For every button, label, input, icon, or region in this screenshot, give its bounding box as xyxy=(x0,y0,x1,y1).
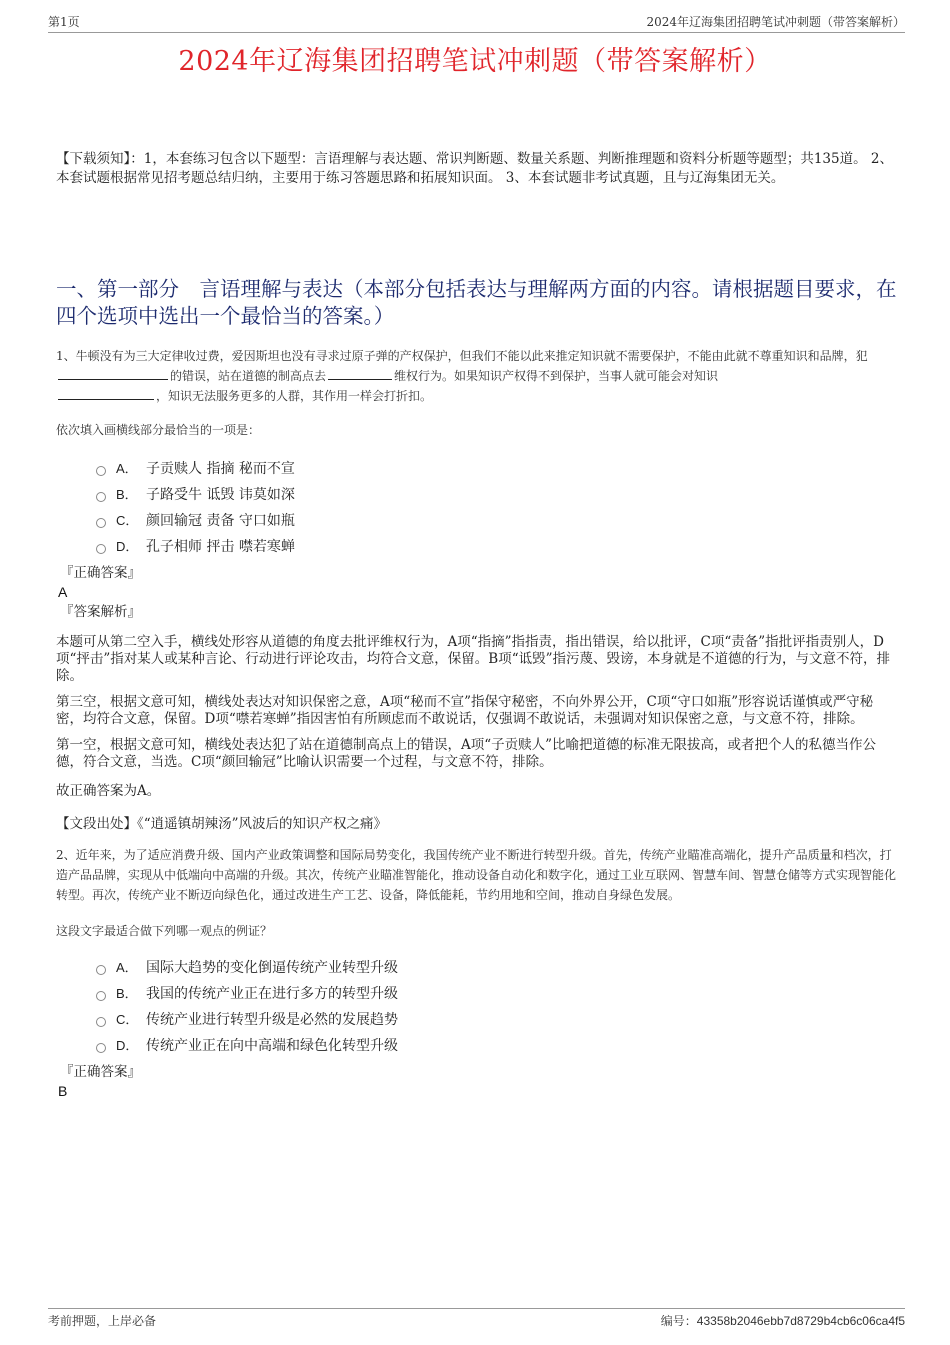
radio-button-icon[interactable] xyxy=(96,492,106,502)
question-1-stem: 1、牛顿没有为三大定律收过费，爱因斯坦也没有寻求过原子弹的产权保护，但我们不能以此来推定知识就不需要保护，不能由此就不尊重知识和品牌，犯的错误，站在道德的制高点去 维权行为。如果知识产权得不到保护，当事人就可能会对知识 ，知识无法服务更多的人群，其作用一样会打折扣。 xyxy=(56,349,868,403)
analysis-paragraph: 第三空，根据文意可知，横线处表达对知识保密之意，A项“秘而不宣”指保守秘密，不向外界公开，C项“守口如瓶”形容说话谨慎或严守秘密，均符合文意，保留。D项“噤若寒蝉”指因害怕有所顾虑而不敢说话，仅强调不敢说话，未强调对知识保密之意，与文意不符，排除。 xyxy=(56,694,874,727)
radio-button-icon[interactable] xyxy=(96,544,106,554)
option-b[interactable]: B． 我国的传统产业正在进行多方的转型升级 xyxy=(96,981,898,1007)
option-text: 颜回输冠 责备 守口如瓶 xyxy=(146,513,295,529)
header-doc-name: 2024年辽海集团招聘笔试冲刺题（带答案解析） xyxy=(646,15,905,29)
fill-blank-2 xyxy=(328,367,392,380)
question-2-options xyxy=(56,955,898,1059)
option-a[interactable]: A． 子贡赎人 指摘 秘而不宣 xyxy=(96,456,898,482)
radio-button-icon[interactable] xyxy=(96,466,106,476)
document-code: 编号：43358b2046ebb7d8729b4cb6c06ca4f5 xyxy=(660,1314,905,1328)
question-1 xyxy=(56,346,898,833)
radio-button-icon[interactable] xyxy=(96,965,106,975)
option-b[interactable]: B． 子路受牛 诋毁 讳莫如深 xyxy=(96,482,898,508)
document-title: 2024年辽海集团招聘笔试冲刺题（带答案解析） xyxy=(178,46,772,77)
radio-button-icon[interactable] xyxy=(96,518,106,528)
question-2 xyxy=(56,845,898,1100)
option-text: 国际大趋势的变化倒逼传统产业转型升级 xyxy=(146,960,398,976)
footer-slogan: 考前押题，上岸必备 xyxy=(48,1314,157,1328)
page-header xyxy=(48,12,905,33)
radio-button-icon[interactable] xyxy=(96,991,106,1001)
radio-button-icon[interactable] xyxy=(96,1043,106,1053)
page-footer xyxy=(48,1308,905,1335)
question-1-options xyxy=(56,456,898,560)
option-text: 孔子相师 抨击 噤若寒蝉 xyxy=(146,539,295,555)
questions-content xyxy=(56,346,898,1100)
radio-button-icon[interactable] xyxy=(96,1017,106,1027)
fill-blank-3 xyxy=(58,387,154,400)
question-1-prompt: 依次填入画横线部分最恰当的一项是： xyxy=(56,423,261,437)
correct-answer-label: 『正确答案』 xyxy=(60,1064,141,1080)
option-d[interactable]: D． 孔子相师 抨击 噤若寒蝉 xyxy=(96,534,898,560)
correct-answer: B xyxy=(58,1083,68,1099)
passage-source: 【文段出处】《“逍遥镇胡辣汤”风波后的知识产权之痛》 xyxy=(56,816,388,832)
correct-answer-label: 『正确答案』 xyxy=(60,565,141,581)
analysis-conclusion: 故正确答案为A。 xyxy=(56,783,161,799)
fill-blank-1 xyxy=(58,367,168,380)
correct-answer: A xyxy=(58,584,68,600)
question-2-prompt: 这段文字最适合做下列哪一观点的例证？ xyxy=(56,924,273,938)
analysis-paragraph: 第一空，根据文意可知，横线处表达犯了站在道德制高点上的错误，A项“子贡赎人”比喻把道德的标准无限拔高，或者把个人的私德当作公德，符合文意，当选。C项“颜回输冠”比喻认识需要一个过程，与文意不符，排除。 xyxy=(56,737,877,770)
option-d[interactable]: D． 传统产业正在向中高端和绿色化转型升级 xyxy=(96,1033,898,1059)
section-heading: 一、第一部分 言语理解与表达（本部分包括表达与理解两方面的内容。请根据题目要求，在四个选项中选出一个最恰当的答案。） xyxy=(56,277,897,328)
option-c[interactable]: C． 传统产业进行转型升级是必然的发展趋势 xyxy=(96,1007,898,1033)
analysis-paragraph: 本题可从第二空入手，横线处形容从道德的角度去批评维权行为，A项“指摘”指指责，指出错误，给以批评，C项“责备”指批评指责别人，D项“抨击”指对某人或某种言论、行动进行评论攻击，均符合文意，保留。B项“诋毁”指污蔑、毁谤，本身就是不道德的行为，与文意不符，排除。 xyxy=(56,634,891,684)
question-2-stem: 2、近年来，为了适应消费升级、国内产业政策调整和国际局势变化，我国传统产业不断进行转型升级。首先，传统产业瞄准高端化，提升产品质量和档次，打造产品品牌，实现从中低端向中高端的升级。其次，传统产业瞄准智能化，推动设备自动化和数字化，通过工业互联网、智慧车间、智慧仓储等方式实现智能化转型。再次，传统产业不断迈向绿色化，通过改进生产工艺、设备，降低能耗，节约用地和空间，推动自身绿色发展。 xyxy=(56,848,897,902)
analysis-body xyxy=(56,634,898,800)
option-c[interactable]: C． 颜回输冠 责备 守口如瓶 xyxy=(96,508,898,534)
option-a[interactable]: A． 国际大趋势的变化倒逼传统产业转型升级 xyxy=(96,955,898,981)
analysis-label: 『答案解析』 xyxy=(60,604,141,620)
page-number: 第1页 xyxy=(48,15,80,29)
option-text: 子路受牛 诋毁 讳莫如深 xyxy=(146,487,295,503)
option-text: 子贡赎人 指摘 秘而不宣 xyxy=(146,461,295,477)
download-notice: 【下载须知】：1，本套练习包含以下题型：言语理解与表达题、常识判断题、数量关系题、判断推理题和资料分析题等题型；共135道。 2、本套试题根据常见招考题总结归纳，主要用于练习答题思路和拓展知识面。 3、本套试题非考试真题，且与辽海集团无关。 xyxy=(56,151,893,186)
option-text: 我国的传统产业正在进行多方的转型升级 xyxy=(146,986,398,1002)
option-text: 传统产业正在向中高端和绿色化转型升级 xyxy=(146,1038,398,1054)
option-text: 传统产业进行转型升级是必然的发展趋势 xyxy=(146,1012,398,1028)
